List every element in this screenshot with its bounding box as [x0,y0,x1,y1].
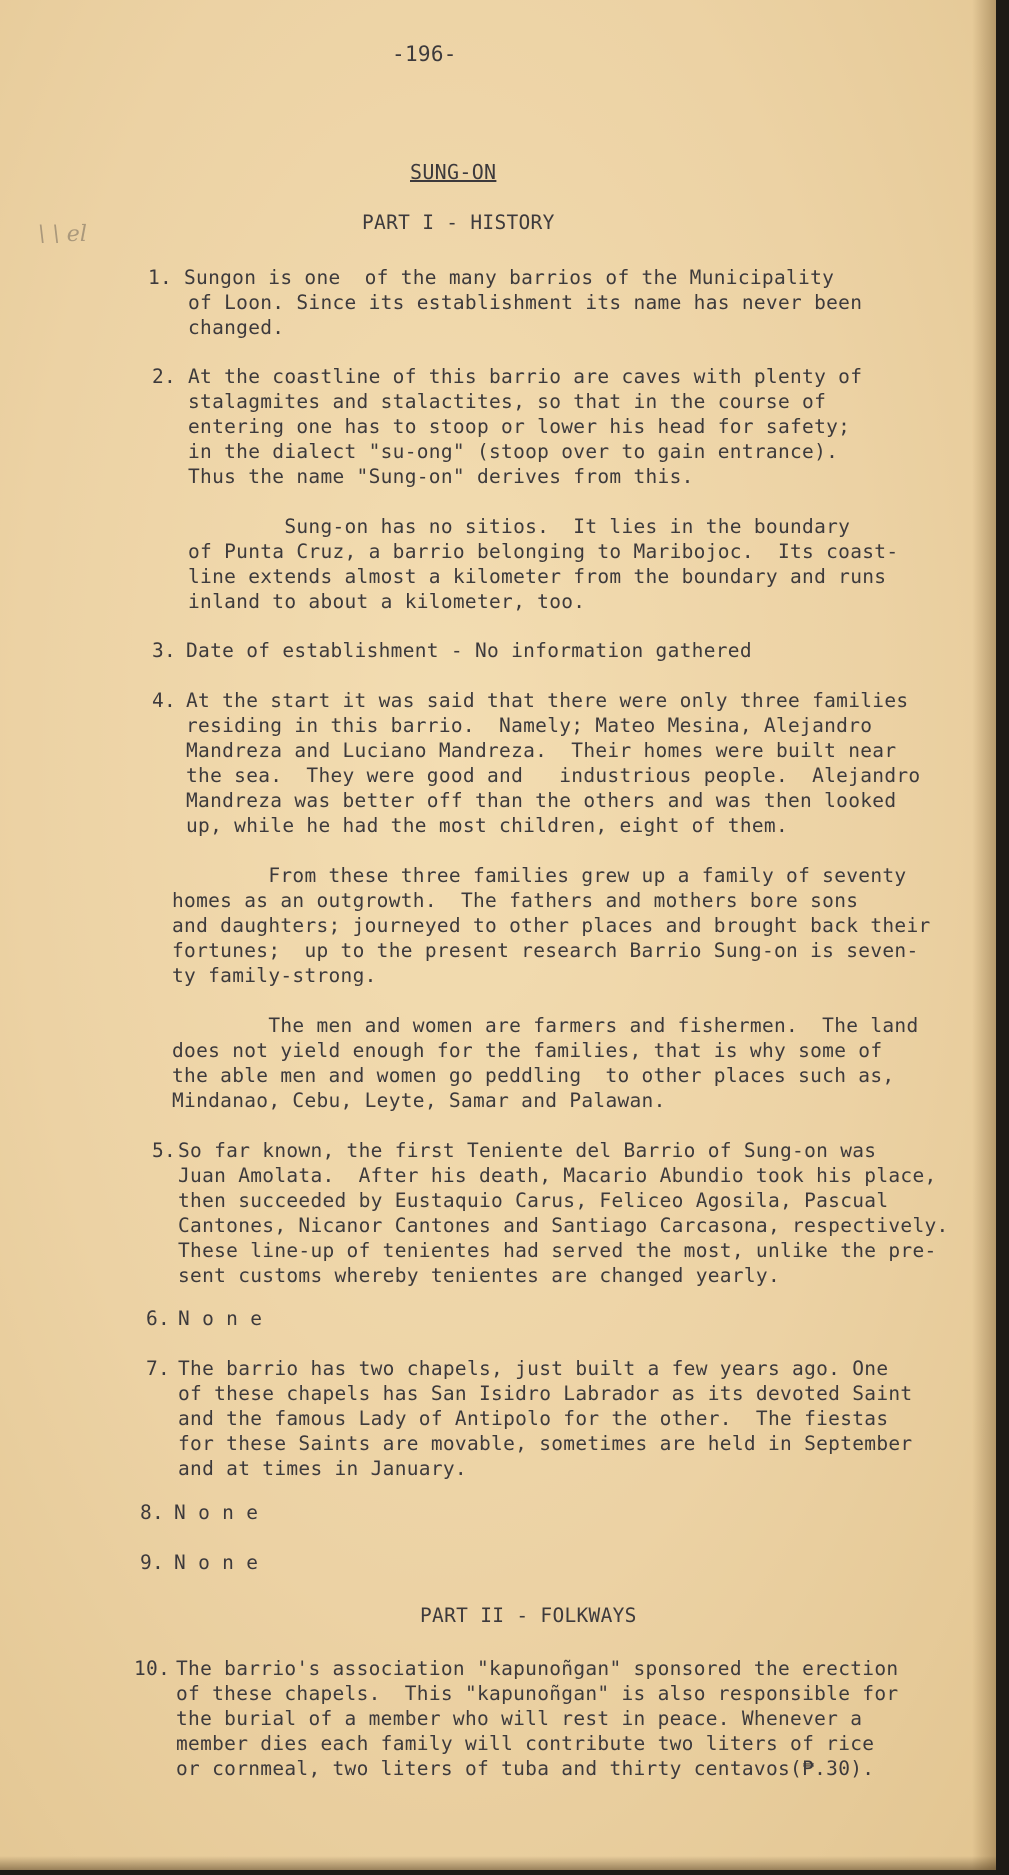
item-line: the able men and women go peddling to other places such as, [172,1064,895,1087]
item-line: The men and women are farmers and fishermen. The land [172,1014,919,1037]
item-line: At the start it was said that there were only three families [186,689,909,712]
item-line: of Loon. Since its establishment its name has never been [188,291,863,314]
item-line: up, while he had the most children, eight of them. [186,814,788,837]
part-two-heading: PART II - FOLKWAYS [420,1604,637,1627]
item-line: in the dialect "su-ong" (stoop over to gain entrance). [188,440,839,463]
item-line: of these chapels has San Isidro Labrador as its devoted Saint [178,1382,913,1405]
item-line: N o n e [174,1501,259,1524]
page-bottom-shadow [0,1856,996,1870]
item-number: 10. [134,1657,171,1680]
item-line: and daughters; journeyed to other places and brought back their [172,914,931,937]
item-line: entering one has to stoop or lower his head for safety; [188,415,851,438]
item-line: Date of establishment - No information gathered [186,639,752,662]
item-line: Sung-on has no sitios. It lies in the boundary [188,515,851,538]
item-line: At the coastline of this barrio are caves with plenty of [188,365,863,388]
page-edge-shadow [972,0,996,1870]
item-line: sent customs whereby tenientes are changed yearly. [178,1264,780,1287]
item-line: Juan Amolata. After his death, Macario Abundio took his place, [178,1164,937,1187]
item-line: Sungon is one of the many barrios of the Municipality [184,266,835,289]
document-title: SUNG-ON [410,160,497,184]
item-number: 9. [140,1551,165,1574]
item-line: These line-up of tenientes had served the most, unlike the pre- [178,1239,937,1262]
item-line: The barrio's association "kapunoñgan" sponsored the erection [176,1657,899,1680]
item-number: 7. [146,1357,171,1380]
item-line: From these three families grew up a family of seventy [172,864,907,887]
item-line: the sea. They were good and industrious people. Alejandro [186,764,921,787]
item-line: line extends almost a kilometer from the boundary and runs [188,565,887,588]
item-line: or cornmeal, two liters of tuba and thirty centavos(₱.30). [176,1757,875,1780]
item-line: Mandreza and Luciano Mandreza. Their homes were built near [186,739,897,762]
item-line: stalagmites and stalactites, so that in the course of [188,390,827,413]
item-number: 4. [152,689,177,712]
item-line: homes as an outgrowth. The fathers and mothers bore sons [172,889,859,912]
item-line: then succeeded by Eustaquio Carus, Feliceo Agosila, Pascual [178,1189,889,1212]
item-number: 1. [148,266,173,289]
item-line: and the famous Lady of Antipolo for the other. The fiestas [178,1407,889,1430]
item-number: 3. [152,639,177,662]
item-line: inland to about a kilometer, too. [188,590,586,613]
item-line: The barrio has two chapels, just built a few years ago. One [178,1357,889,1380]
margin-pencil-mark: \ \ el [38,222,87,247]
item-number: 6. [146,1307,171,1330]
item-line: So far known, the first Teniente del Barrio of Sung-on was [178,1139,877,1162]
part-one-heading: PART I - HISTORY [362,211,555,234]
item-line: Thus the name "Sung-on" derives from this. [188,465,694,488]
item-line: residing in this barrio. Namely; Mateo Mesina, Alejandro [186,714,873,737]
item-line: changed. [188,316,285,339]
item-number: 2. [152,365,177,388]
item-line: and at times in January. [178,1457,467,1480]
item-line: for these Saints are movable, sometimes are held in September [178,1432,913,1455]
item-line: fortunes; up to the present research Barrio Sung-on is seven- [172,939,919,962]
item-line: does not yield enough for the families, that is why some of [172,1039,883,1062]
item-line: of Punta Cruz, a barrio belonging to Maribojoc. Its coast- [188,540,899,563]
item-line: N o n e [178,1307,263,1330]
item-number: 5. [152,1139,177,1162]
item-line: Cantones, Nicanor Cantones and Santiago Carcasona, respectively. [178,1214,949,1237]
item-line: N o n e [174,1551,259,1574]
item-line: Mandreza was better off than the others and was then looked [186,789,897,812]
item-line: member dies each family will contribute two liters of rice [176,1732,875,1755]
item-line: ty family-strong. [172,964,377,987]
item-number: 8. [140,1501,165,1524]
item-line: the burial of a member who will rest in peace. Whenever a [176,1707,863,1730]
item-line: of these chapels. This "kapunoñgan" is also responsible for [176,1682,899,1705]
page-number: -196- [392,42,457,66]
item-line: Mindanao, Cebu, Leyte, Samar and Palawan. [172,1089,666,1112]
